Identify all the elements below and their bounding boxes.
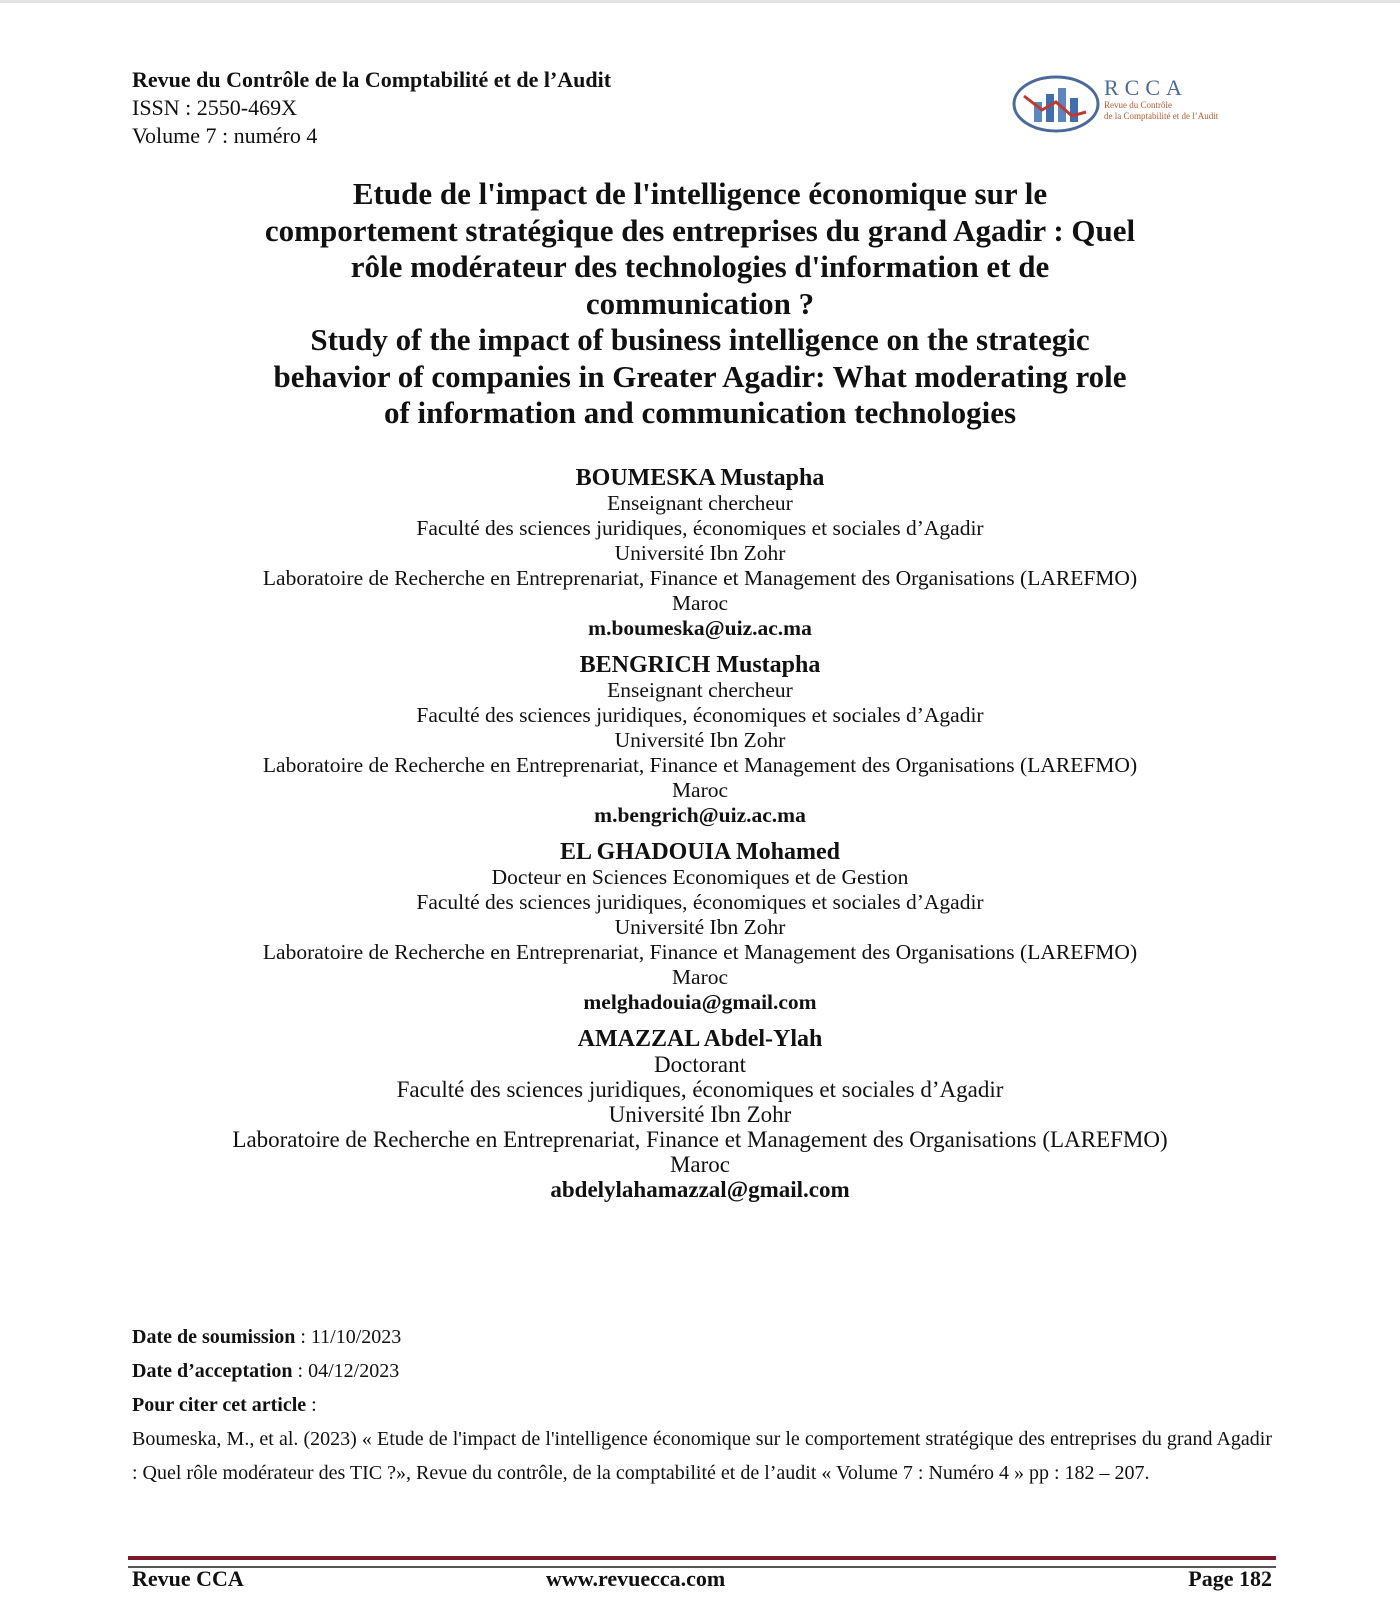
logo-subtitle-2: de la Comptabilité et de l’Audit [1104,111,1219,121]
acceptance-date [132,1354,1272,1388]
title-en-line: behavior of companies in Greater Agadir: What moderating role [273,358,1127,394]
journal-header [132,66,611,150]
author-block [120,653,1280,828]
submission-value: : 11/10/2023 [295,1326,402,1348]
author-lab: Laboratoire de Recherche en Entreprenariat, Finance et Management des Organisations (LAREFMO) [262,753,1138,777]
submission-date [132,1320,1272,1354]
author-list [120,466,1280,1214]
author-faculty: Faculté des sciences juridiques, économiques et sociales d’Agadir [416,890,984,914]
author-email[interactable]: m.bengrich@uiz.ac.ma [594,803,806,827]
footer-journal: Revue CCA [132,1566,244,1591]
journal-issn: ISSN : 2550-469X [132,95,298,120]
top-border [0,0,1400,3]
author-faculty: Faculté des sciences juridiques, économiques et sociales d’Agadir [416,516,984,540]
title-en-line: Study of the impact of business intelligence on the strategic [310,322,1090,357]
article-title [120,176,1280,432]
author-role: Doctorant [654,1052,746,1077]
footer-page-number: Page 182 [1188,1566,1272,1591]
author-country: Maroc [671,965,729,989]
author-email[interactable]: abdelylahamazzal@gmail.com [550,1177,850,1202]
author-lab: Laboratoire de Recherche en Entreprenariat, Finance et Management des Organisations (LAREFMO) [232,1127,1168,1152]
author-role: Enseignant chercheur [607,491,793,515]
author-name: EL GHADOUIA Mohamed [559,839,841,865]
author-university: Université Ibn Zohr [608,1102,792,1127]
author-lab: Laboratoire de Recherche en Entreprenariat, Finance et Management des Organisations (LAREFMO) [262,566,1138,590]
author-block [120,1027,1280,1202]
author-country: Maroc [671,591,729,615]
rcca-logo [1012,72,1312,136]
logo-title: RCCA [1104,75,1188,100]
logo-text [1104,76,1218,122]
author-role: Docteur en Sciences Economiques et de Gestion [491,865,909,889]
cite-suffix: : [306,1394,317,1416]
footer-website[interactable]: www.revuecca.com [546,1566,726,1591]
cite-heading [132,1388,1272,1422]
author-country: Maroc [671,778,729,802]
journal-name: Revue du Contrôle de la Comptabilité et de l’Audit [132,67,612,92]
title-en-line: of information and communication technologies [383,395,1017,430]
author-lab: Laboratoire de Recherche en Entreprenariat, Finance et Management des Organisations (LAREFMO) [262,940,1138,964]
author-faculty: Faculté des sciences juridiques, économiques et sociales d’Agadir [416,703,984,727]
author-university: Université Ibn Zohr [614,541,786,565]
submission-label: Date de soumission [132,1326,296,1348]
author-name: BENGRICH Mustapha [579,652,821,678]
citation-text: Boumeska, M., et al. (2023) « Etude de l'impact de l'intelligence économique sur le comportement stratégique des entreprises du grand Agadir : Quel rôle modérateur des TIC ?», Revue du contrôle, de la comptabilité et de l’audit « Volume 7 : Numéro 4 » pp : 182 – 207. [132,1428,1272,1484]
acceptance-value: : 04/12/2023 [292,1360,400,1382]
author-role: Enseignant chercheur [607,678,793,702]
rcca-logo-icon [1012,72,1102,136]
author-email[interactable]: melghadouia@gmail.com [583,990,817,1014]
author-name: BOUMESKA Mustapha [575,465,825,491]
author-name: AMAZZAL Abdel-Ylah [577,1026,823,1052]
author-faculty: Faculté des sciences juridiques, économiques et sociales d’Agadir [396,1077,1004,1102]
author-email[interactable]: m.boumeska@uiz.ac.ma [588,616,812,640]
title-fr-line: communication ? [585,285,815,321]
journal-volume: Volume 7 : numéro 4 [132,123,318,148]
logo-subtitle-1: Revue du Contrôle [1104,100,1172,110]
title-fr-line: rôle modérateur des technologies d'information et de [350,249,1050,284]
cite-label: Pour citer cet article [132,1394,307,1416]
author-country: Maroc [669,1152,731,1177]
title-fr-line: Etude de l'impact de l'intelligence économique sur le [352,176,1048,211]
author-university: Université Ibn Zohr [614,728,786,752]
article-meta [132,1320,1272,1490]
acceptance-label: Date d’acceptation [132,1360,293,1382]
author-university: Université Ibn Zohr [614,915,786,939]
author-block [120,466,1280,641]
author-block [120,840,1280,1015]
title-fr-line: comportement stratégique des entreprises du grand Agadir : Quel [264,212,1136,248]
